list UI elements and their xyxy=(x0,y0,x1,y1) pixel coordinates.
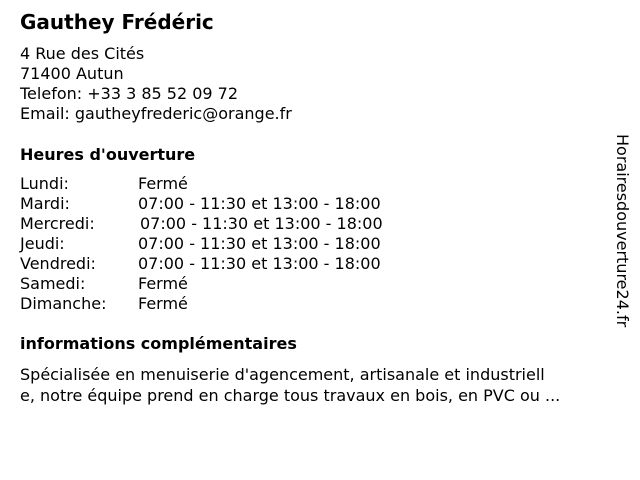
time-value: Fermé xyxy=(138,174,188,193)
hours-row-tuesday xyxy=(20,194,440,214)
business-name: Gauthey Frédéric xyxy=(20,10,214,34)
hours-row-monday xyxy=(20,174,440,194)
day-label: Lundi: xyxy=(20,174,69,193)
time-value: 07:00 - 11:30 et 13:00 - 18:00 xyxy=(138,234,381,253)
description-line: Spécialisée en menuiserie d'agencement, artisanale et industriell xyxy=(20,365,545,384)
phone-number: Telefon: +33 3 85 52 09 72 xyxy=(20,84,239,103)
time-value: Fermé xyxy=(138,274,188,293)
day-label: Mercredi: xyxy=(20,214,95,233)
site-watermark xyxy=(612,134,632,344)
hours-row-sunday xyxy=(20,294,440,314)
opening-hours-heading: Heures d'ouverture xyxy=(20,145,196,164)
street-address: 4 Rue des Cités xyxy=(20,44,145,63)
business-description xyxy=(20,364,620,406)
day-label: Dimanche: xyxy=(20,294,107,313)
time-value: 07:00 - 11:30 et 13:00 - 18:00 xyxy=(138,194,381,213)
day-label: Vendredi: xyxy=(20,254,96,273)
watermark-text: Horairesdouverture24.fr xyxy=(613,134,632,328)
city-postcode: 71400 Autun xyxy=(20,64,124,83)
hours-row-friday xyxy=(20,254,440,274)
email-address: Email: gautheyfrederic@orange.fr xyxy=(20,104,292,123)
hours-row-thursday xyxy=(20,234,440,254)
day-label: Mardi: xyxy=(20,194,70,213)
hours-row-wednesday xyxy=(20,214,440,234)
day-label: Jeudi: xyxy=(20,234,65,253)
day-label: Samedi: xyxy=(20,274,86,293)
additional-info-heading: informations complémentaires xyxy=(20,334,297,353)
opening-hours-table xyxy=(20,174,440,314)
contact-block xyxy=(20,44,292,124)
hours-row-saturday xyxy=(20,274,440,294)
time-value: Fermé xyxy=(138,294,188,313)
time-value: 07:00 - 11:30 et 13:00 - 18:00 xyxy=(138,254,381,273)
time-value: 07:00 - 11:30 et 13:00 - 18:00 xyxy=(140,214,383,233)
description-line: e, notre équipe prend en charge tous travaux en bois, en PVC ou ... xyxy=(20,386,561,405)
